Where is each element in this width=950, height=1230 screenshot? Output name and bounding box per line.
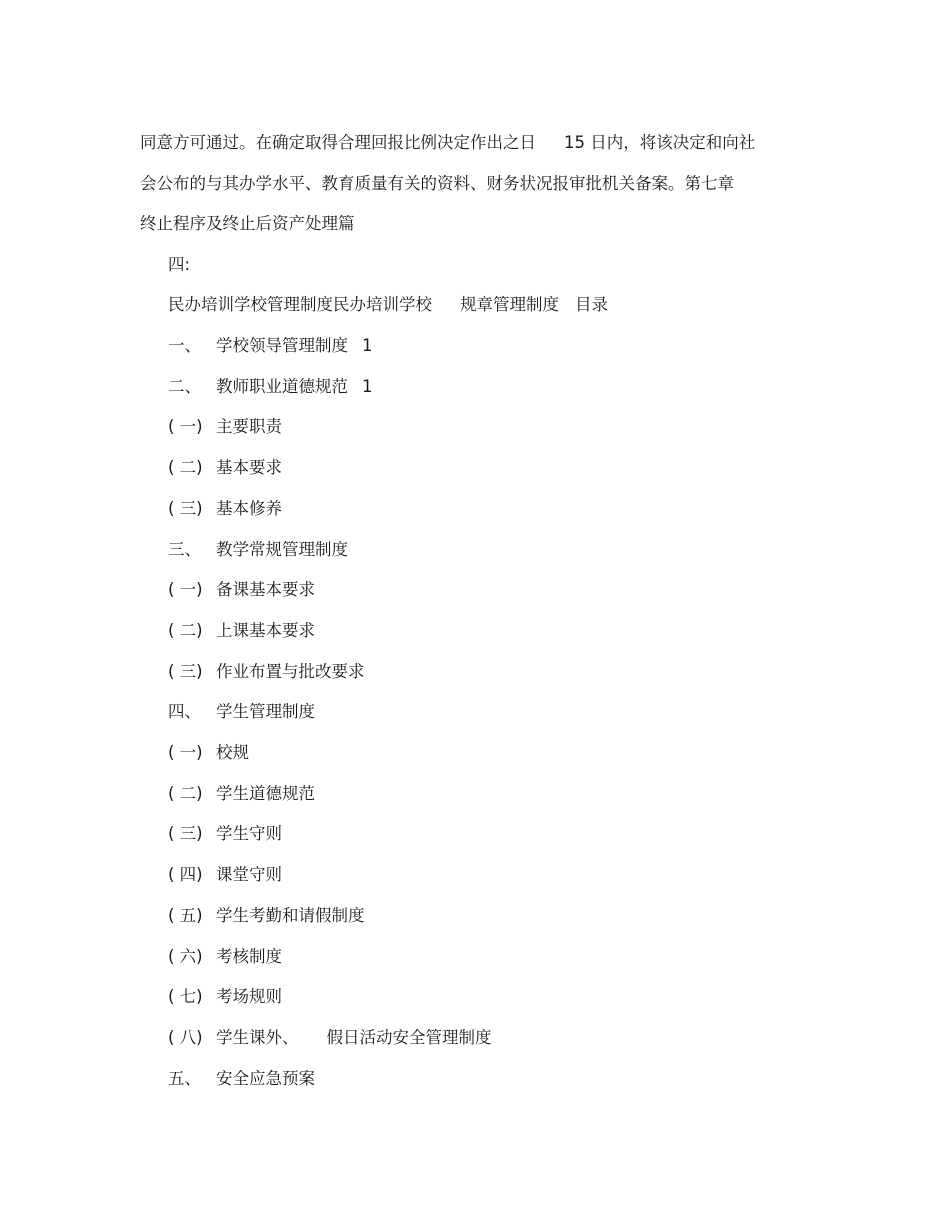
toc-entry-text: 基本要求 [216, 458, 282, 477]
toc-entry [168, 1028, 492, 1048]
toc-entry-text: 备课基本要求 [216, 580, 315, 599]
toc-entry-marker: ( 二) [168, 621, 203, 640]
toc-entry-text: 主要职责 [216, 417, 282, 436]
toc-entry [168, 947, 282, 967]
toc-entry-marker: ( 八) [168, 1028, 203, 1047]
toc-entry-marker: ( 六) [168, 947, 203, 966]
toc-entry-marker: ( 一) [168, 743, 203, 762]
toc-entry [168, 743, 249, 763]
toc-entry [168, 336, 373, 356]
section-label: 四: [168, 255, 191, 274]
toc-entry-marker: ( 三) [168, 824, 203, 843]
toc-entry [168, 662, 365, 682]
toc-entry-text: 考核制度 [216, 947, 282, 966]
toc-entry-text: 学生考勤和请假制度 [216, 906, 365, 925]
toc-entry-marker: ( 七) [168, 987, 203, 1006]
toc-entry [168, 824, 282, 844]
toc-title-part-2: 规章管理制度 [460, 295, 559, 314]
toc-entry-marker: ( 二) [168, 784, 203, 803]
toc-entry-text: 基本修养 [216, 499, 282, 518]
toc-entry-marker: 三、 [168, 540, 201, 559]
toc-entry [168, 621, 315, 641]
toc-entry [168, 458, 282, 478]
toc-entry [168, 906, 365, 926]
toc-title [168, 295, 608, 315]
paragraph-line-2: 会公布的与其办学水平、教育质量有关的资料、财务状况报审批机关备案。第七章 [140, 174, 734, 193]
toc-entry [168, 417, 282, 437]
toc-entry-marker: 四、 [168, 702, 201, 721]
toc-entry [168, 865, 282, 885]
toc-entry-marker: 二、 [168, 377, 201, 396]
toc-entry-text: 学生课外、 [216, 1028, 299, 1047]
toc-entry-text: 校规 [216, 743, 249, 762]
toc-entry-marker: ( 一) [168, 417, 203, 436]
toc-entry [168, 377, 373, 397]
toc-entry-marker: ( 五) [168, 906, 203, 925]
toc-entry-marker: ( 一) [168, 580, 203, 599]
paragraph-line-1 [140, 133, 755, 153]
toc-entry [168, 784, 315, 804]
toc-entry [168, 1069, 315, 1089]
toc-entry-marker: 一、 [168, 336, 201, 355]
toc-entry [168, 499, 282, 519]
toc-entry-text: 学生道德规范 [216, 784, 315, 803]
toc-entry-text: 教学常规管理制度 [216, 540, 348, 559]
toc-entry [168, 987, 282, 1007]
toc-entry-text: 上课基本要求 [216, 621, 315, 640]
toc-entry-marker: ( 四) [168, 865, 203, 884]
toc-entry-text: 学生管理制度 [216, 702, 315, 721]
paragraph-line-1-part-b: 15 日内，将该决定和向社 [564, 133, 756, 152]
toc-entry-marker: ( 三) [168, 499, 203, 518]
paragraph-line-1-part-a: 同意方可通过。在确定取得合理回报比例决定作出之日 [140, 133, 536, 152]
toc-entry-page-number: 1 [362, 377, 373, 396]
toc-entry-text: 学校领导管理制度 [216, 336, 348, 355]
toc-entry-marker: ( 二) [168, 458, 203, 477]
toc-entry [168, 580, 315, 600]
toc-entry-marker: 五、 [168, 1069, 201, 1088]
toc-entry-text: 课堂守则 [216, 865, 282, 884]
toc-entry-text: 教师职业道德规范 [216, 377, 348, 396]
toc-entry [168, 540, 348, 560]
toc-entry-text-continued: 假日活动安全管理制度 [326, 1028, 492, 1047]
toc-entry-text: 考场规则 [216, 987, 282, 1006]
toc-entry-text: 作业布置与批改要求 [216, 662, 365, 681]
toc-entry-text: 安全应急预案 [216, 1069, 315, 1088]
paragraph-line-3: 终止程序及终止后资产处理篇 [140, 214, 355, 233]
toc-title-part-3: 目录 [575, 295, 608, 314]
toc-entry-marker: ( 三) [168, 662, 203, 681]
toc-entry-text: 学生守则 [216, 824, 282, 843]
toc-entry-page-number: 1 [362, 336, 373, 355]
toc-entry [168, 702, 315, 722]
toc-title-part-1: 民办培训学校管理制度民办培训学校 [168, 295, 432, 314]
